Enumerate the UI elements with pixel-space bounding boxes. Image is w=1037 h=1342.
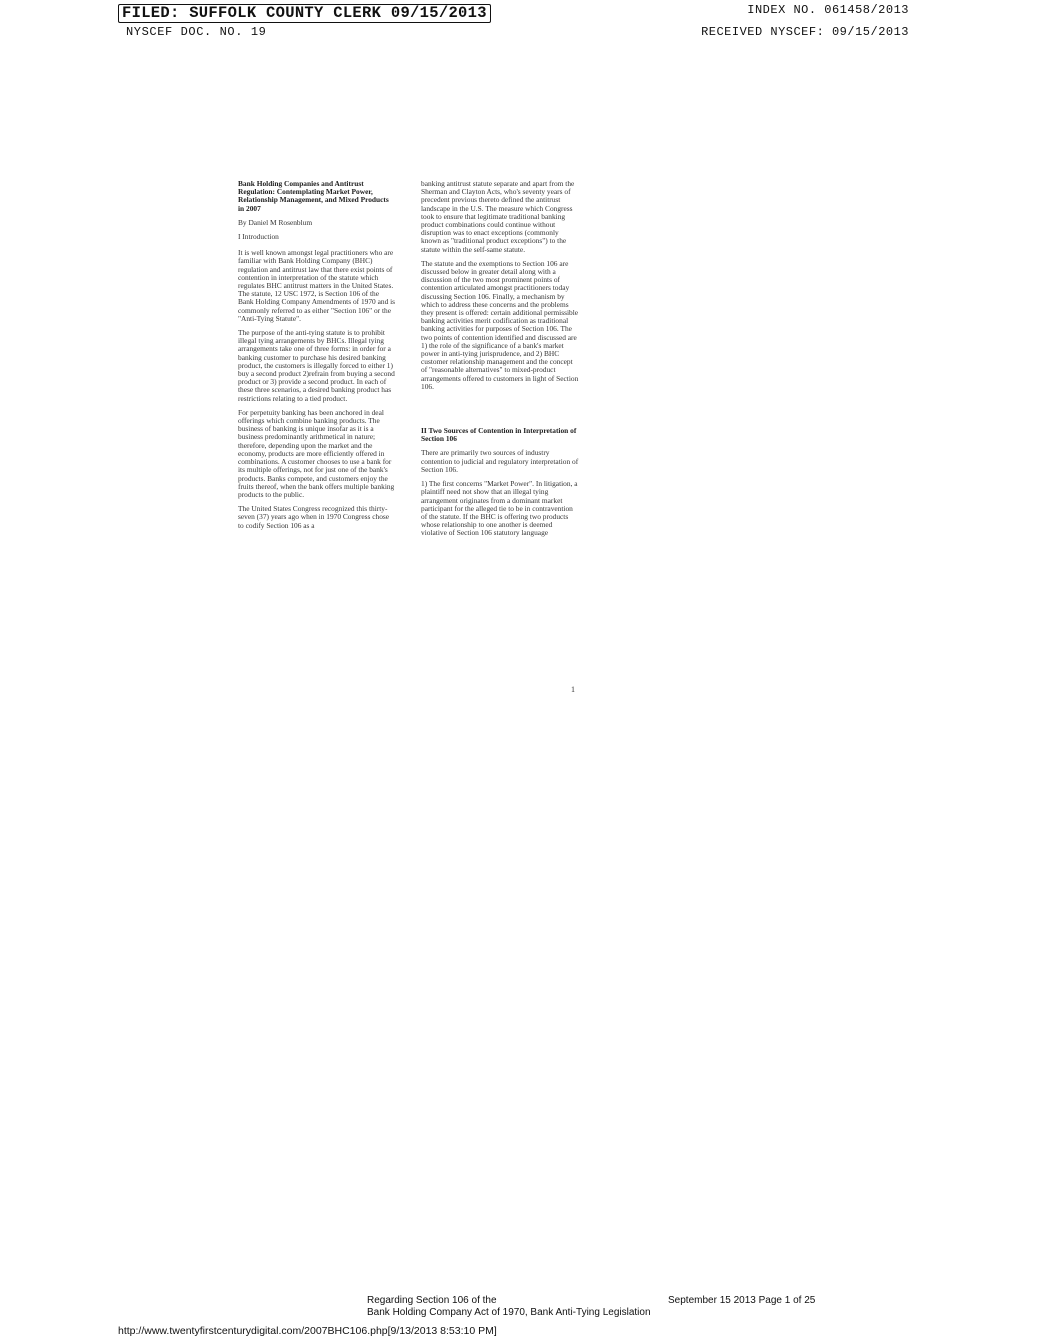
introduction-heading: I Introduction [238, 232, 279, 242]
article-byline: By Daniel M Rosenblum [238, 217, 313, 227]
article-paragraph: The statute and the exemptions to Section 106 are discussed below in greater detail along with a discussion of the two most prominent points of contention articulated amongst practitioners today discussing Section 106. Finally, a mechanism by which to address these concerns and the problems they present is offered: certain additional permissible banking activities merit codification as traditional banking activities for purposes of Section 106. The two points of contention identified and discussed are 1) the role of the significance of a bank's market power in anti-tying jurisprudence, and 2) BHC customer relationship management and the concept of "reasonable alternatives" to mixed-product arrangements offered to customers in light of Section 106. [421, 258, 579, 391]
article-paragraph: There are primarily two sources of industry contention to judicial and regulatory interpretation of Section 106. [421, 448, 579, 474]
article-paragraph: The purpose of the anti-tying statute is to prohibit illegal tying arrangements by BHCs. Illegal tying arrangements take one of three forms: in order for a banking customer to purchase his desired banking product, the customers is illegally forced to either 1) buy a second product 2)refrain from buying a second product or 3) provide a second product. In each of these three scenarios, a desired banking product has restrictions relating to a tied product. [238, 328, 395, 403]
nyscef-doc-number: NYSCEF DOC. NO. 19 [126, 25, 267, 39]
footer-title [367, 1295, 651, 1319]
section-two-heading: II Two Sources of Contention in Interpretation of Section 106 [421, 426, 577, 444]
article-paragraph: For perpetuity banking has been anchored in deal offerings which combine banking products. The business of banking is unique insofar as it is a business predominantly arithmetical in nature; therefore, depending upon the market and the economy, products are more efficiently offered in combinations. A customer chooses to use a bank for its multiple offerings, not for just one of the bank's products. Banks compete, and customers enjoy the fruits thereof, when the bank offers multiple banking products to the public. [238, 407, 395, 499]
filed-stamp: FILED: SUFFOLK COUNTY CLERK 09/15/2013 [118, 4, 491, 23]
footer-url: http://www.twentyfirstcenturydigital.com/2007BHC106.php[9/13/2013 8:53:10 PM] [118, 1325, 497, 1337]
footer-date-page: September 15 2013 Page 1 of 25 [668, 1295, 816, 1306]
article-paragraph: The United States Congress recognized this thirty-seven (37) years ago when in 1970 Congress chose to codify Section 106 as a [238, 504, 390, 530]
article-right-column [421, 180, 579, 544]
article-title: Bank Holding Companies and Antitrust Regulation: Contemplating Market Power, Relationship Management, and Mixed Products in 2007 [238, 179, 389, 213]
article-left-column [238, 180, 396, 536]
article-paragraph: banking antitrust statute separate and apart from the Sherman and Clayton Acts, who's seventy years of precedent previous thereto defined the antitrust landscape in the U.S. The measure which Congress took to ensure that legitimate traditional banking product combinations could continue without disruption was to enact exceptions (commonly known as "traditional product exceptions") to the statute within the self-same statute. [421, 179, 575, 254]
article-page-number: 1 [571, 685, 575, 694]
article-paragraph: It is well known amongst legal practitioners who are familiar with Bank Holding Company (BHC) regulation and antitrust law that there exist points of contention in interpretation of the statute which regulates BHC antitrust matters in the United States. The statute, 12 USC 1972, is Section 106 of the Bank Holding Company Amendments of 1970 and is commonly referred to as either "Section 106" or the "Anti-Tying Statute". [238, 248, 396, 323]
received-date: RECEIVED NYSCEF: 09/15/2013 [701, 25, 909, 39]
article-paragraph: 1) The first concerns "Market Power". In litigation, a plaintiff need not show that an illegal tying arrangement originates from a dominant market participant for the alleged tie to be in contravention of the statute. If the BHC is offering two products whose relationship to one another is deemed violative of Section 106 statutory language [421, 479, 578, 538]
filed-stamp-container [118, 4, 491, 23]
footer-title-line: Bank Holding Company Act of 1970, Bank Anti-Tying Legislation [367, 1307, 651, 1318]
index-number: INDEX NO. 061458/2013 [747, 3, 909, 17]
footer-title-line: Regarding Section 106 of the [367, 1295, 497, 1306]
